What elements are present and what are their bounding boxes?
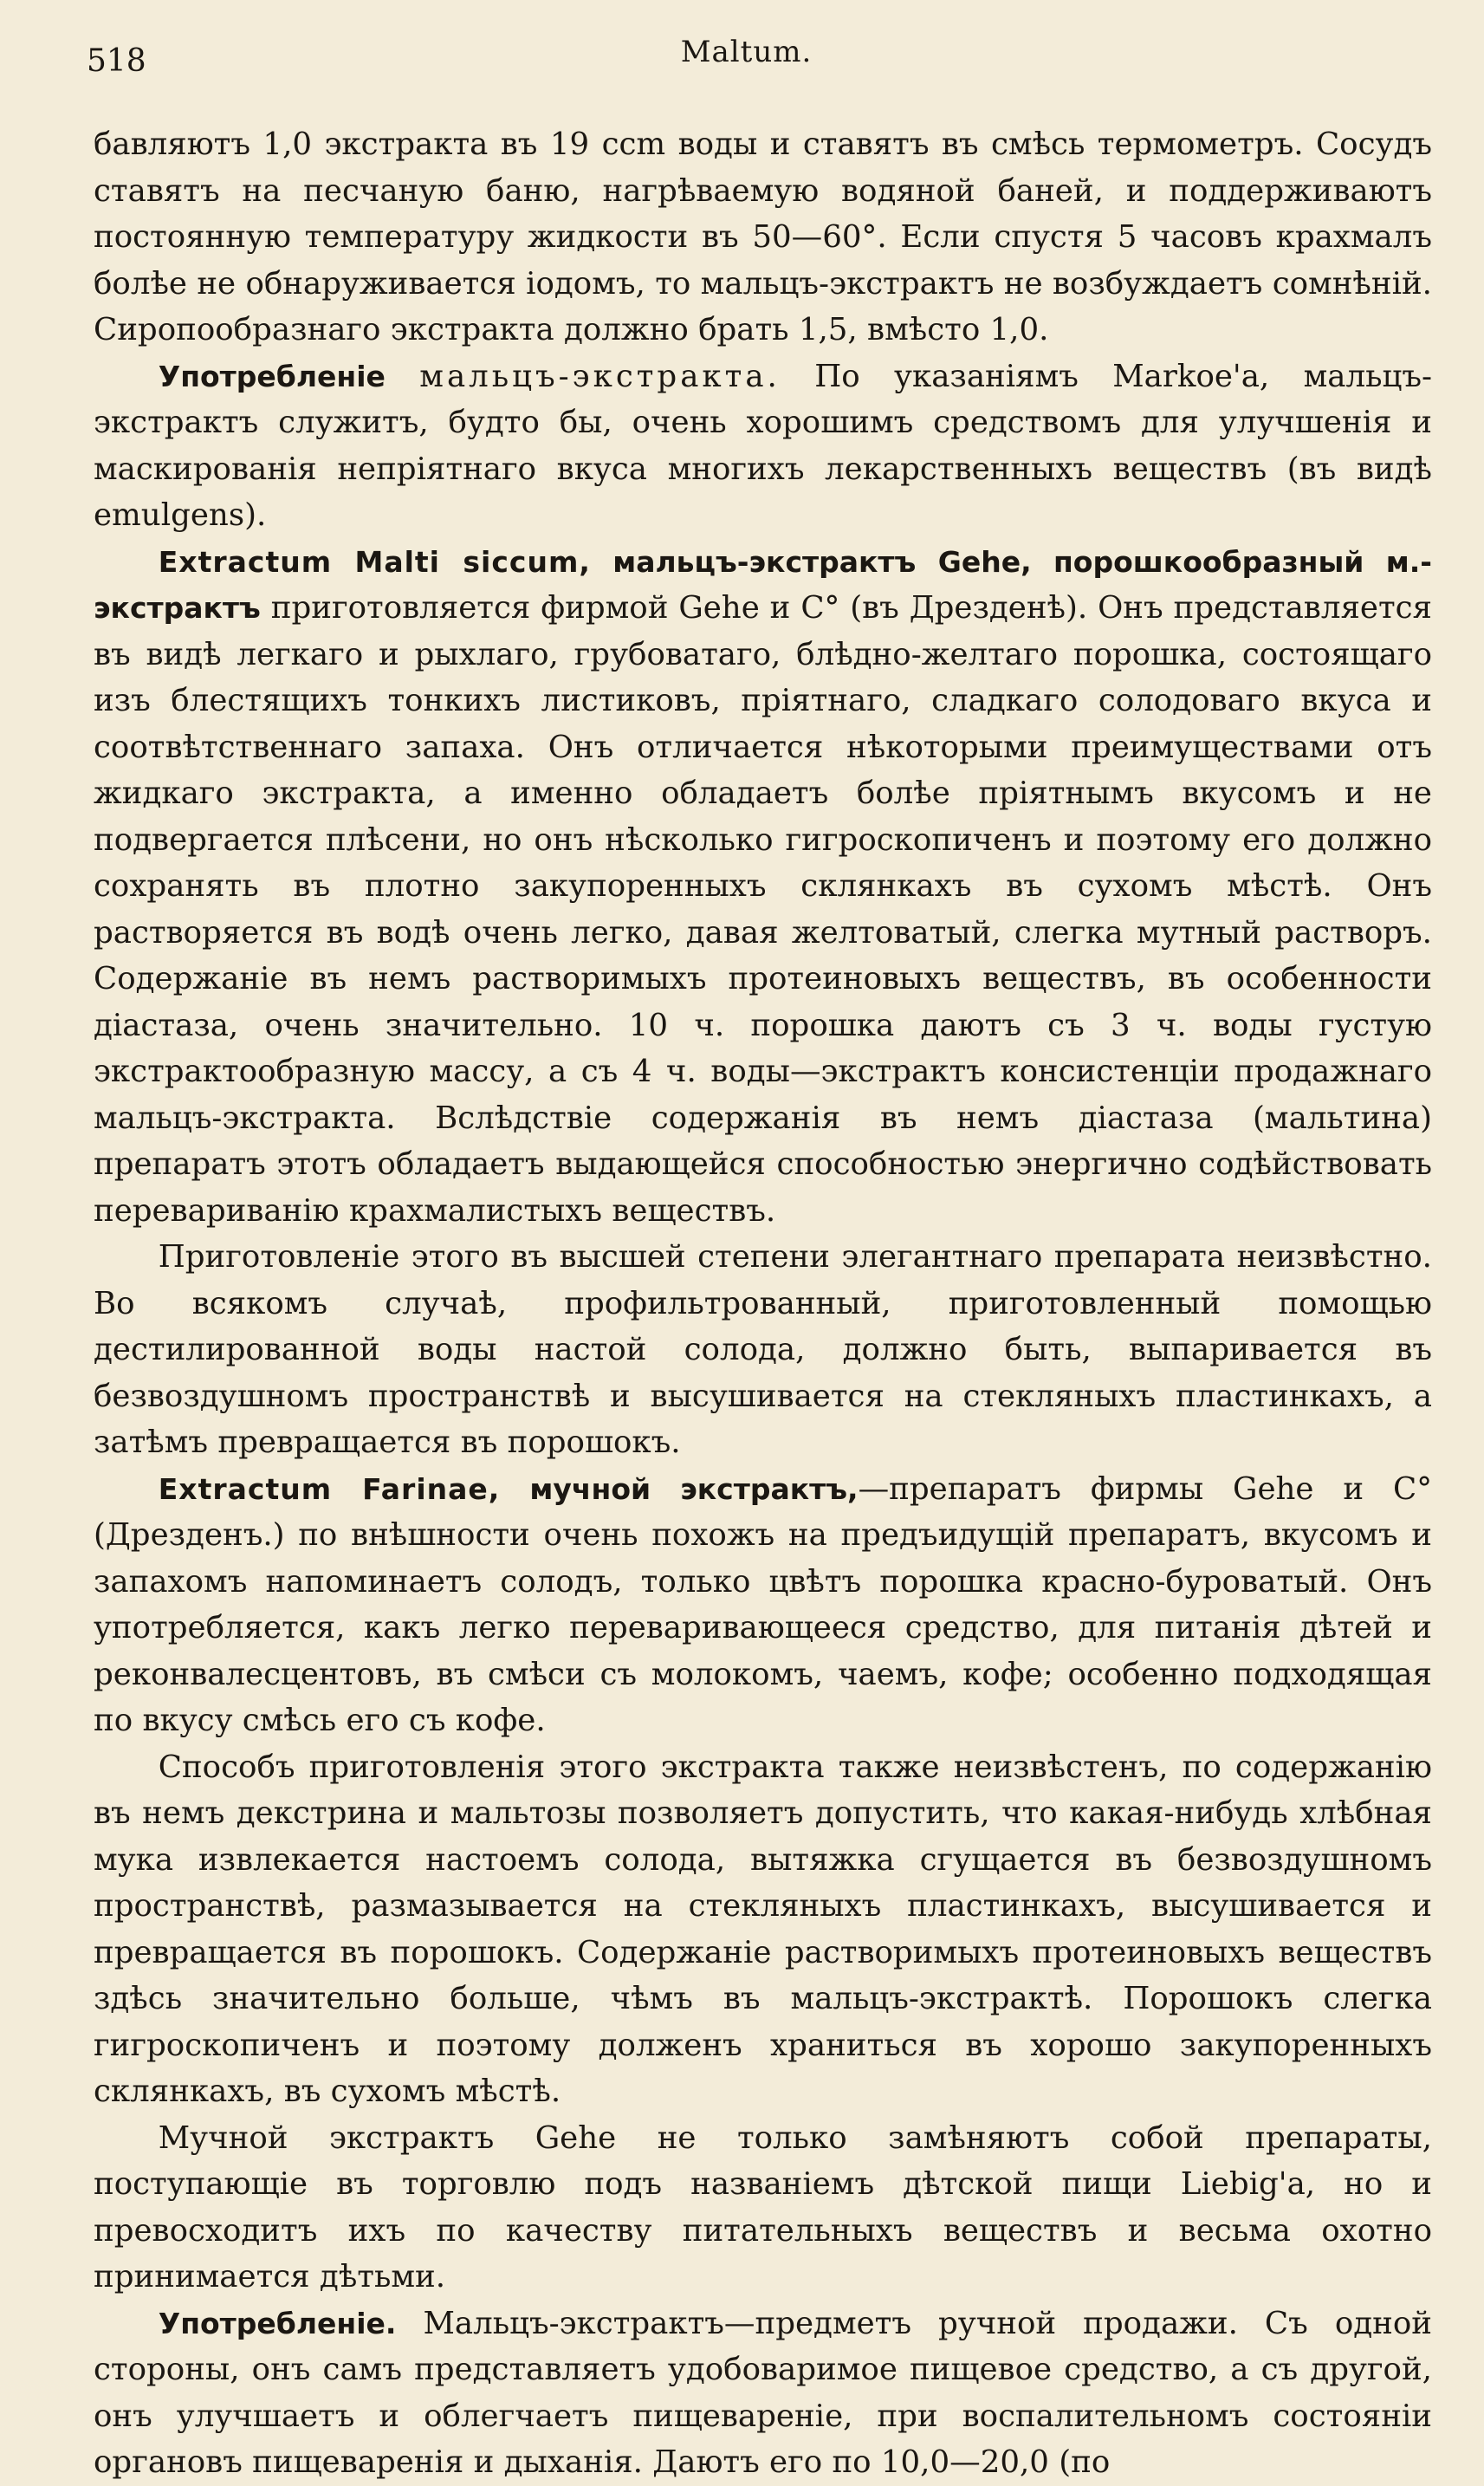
paragraph-text: бавляютъ 1,0 экстракта въ 19 ccm воды и ставятъ въ смѣсь термометръ. Сосудъ ставятъ на песчаную баню, нагрѣваемую водяной баней, и поддерживаютъ постоянную температуру жидкости въ 50—60°. Если спустя 5 часовъ крахмалъ болѣе не обнаруживается іодомъ, то мальцъ-экстрактъ не возбуждаетъ сомнѣній. Сиропообразнаго экстракта должно брать 1,5, вмѣсто 1,0. xyxy=(94,127,1432,347)
spaced-text: мальцъ-экстракта. xyxy=(419,358,781,394)
paragraph-text: Способъ приготовленія этого экстракта также неизвѣстенъ, по содержанію въ немъ декстрина и мальтозы позволяетъ допустить, что какая-нибудь хлѣбная мука извлекается настоемъ солода, вытяжка сгущается въ безвоздушномъ пространствѣ, размазывается на стекляныхъ пластинкахъ, высушивается и превращается въ порошокъ. Содержаніе растворимыхъ протеиновыхъ веществъ здѣсь значительно больше, чѣмъ въ мальцъ-экстрактѣ. Порошокъ слегка гигроскопиченъ и поэтому долженъ храниться въ хорошо закупоренныхъ склянкахъ, въ сухомъ мѣстѣ. xyxy=(94,1749,1432,2109)
term-heading: Употребленіе. xyxy=(158,2306,397,2340)
term-heading: мучной экстрактъ, xyxy=(500,1471,859,1506)
latin-term: Extractum Malti siccum, xyxy=(158,544,591,579)
running-title: Maltum. xyxy=(680,35,813,69)
paragraph-text: Приготовленіе этого въ высшей степени элегантнаго препарата неизвѣстно. Во всякомъ случаѣ, профильтрованный, приготовленный помощью дестилированной воды настой солода, должно быть, выпаривается въ безвоздушномъ пространствѣ и высушивается на стекляныхъ пластинкахъ, а затѣмъ превращается въ порошокъ. xyxy=(94,1239,1432,1460)
term-heading: Употребленіе xyxy=(158,359,386,393)
paragraph-text: По указаніямъ Markoe'a, мальцъ-экстрактъ служитъ, будто бы, очень хорошимъ средствомъ для улучшенія и маскированія непріятнаго вкуса многихъ лекарственныхъ веществъ (въ видѣ emulgens). xyxy=(94,358,1432,533)
paragraph-text: —препаратъ фирмы Gehe и C° (Дрезденъ.) по внѣшности очень похожъ на предъидущій препаратъ, вкусомъ и запахомъ напоминаетъ солодъ, только цвѣтъ порошка красно-буроватый. Онъ употребляется, какъ легко переваривающееся средство, для питанія дѣтей и реконвалесцентовъ, въ смѣси съ молокомъ, чаемъ, кофе; особенно подходящая по вкусу смѣсь его съ кофе. xyxy=(94,1470,1432,1738)
page-header xyxy=(87,35,1406,87)
paragraph-text: Мальцъ-экстрактъ—предметъ ручной продажи. Съ одной стороны, онъ самъ представляетъ удобоваримое пищевое средство, а съ другой, онъ улучшаетъ и облегчаетъ пищевареніе, при воспалительномъ состояніи органовъ пищеваренія и дыханія. Даютъ его по 10,0—20,0 (по xyxy=(94,2305,1432,2480)
paragraph-7 xyxy=(94,2115,1432,2301)
paragraph-text: Мучной экстрактъ Gehe не только замѣняютъ собой препараты, поступающіе въ торговлю подъ названіемъ дѣтской пищи Liebig'a, но и превосходитъ ихъ по качеству питательныхъ веществъ и весьма охотно принимается дѣтьми. xyxy=(94,2119,1432,2295)
paragraph-3 xyxy=(94,539,1432,1235)
paragraph-4 xyxy=(94,1234,1432,1466)
paragraph-8 xyxy=(94,2301,1432,2486)
latin-term: Extractum Farinae, xyxy=(158,1471,501,1506)
page-body xyxy=(94,121,1432,2486)
paragraph-5 xyxy=(94,1466,1432,1744)
paragraph-2 xyxy=(94,354,1432,539)
page-number: 518 xyxy=(87,43,146,79)
term-heading: мальцъ-экстрактъ Gehe, порошкообразный м.-экстрактъ xyxy=(94,544,1432,625)
paragraph-text: приготовляется фирмой Gehe и C° (въ Дрезденѣ). Онъ представляется въ видѣ легкаго и рыхлаго, грубоватаго, блѣдно-желтаго порошка, состоящаго изъ блестящихъ тонкихъ листиковъ, пріятнаго, сладкаго солодоваго вкуса и соотвѣтственнаго запаха. Онъ отличается нѣкоторыми преимуществами отъ жидкаго экстракта, а именно обладаетъ болѣе пріятнымъ вкусомъ и не подвергается плѣсени, но онъ нѣсколько гигроскопиченъ и поэтому его должно сохранять въ плотно закупоренныхъ склянкахъ въ сухомъ мѣстѣ. Онъ растворяется въ водѣ очень легко, давая желтоватый, слегка мутный растворъ. Содержаніе въ немъ растворимыхъ протеиновыхъ веществъ, въ особенности діастаза, очень значительно. 10 ч. порошка даютъ съ 3 ч. воды густую экстрактообразную массу, а съ 4 ч. воды—экстрактъ консистенціи продажнаго мальцъ-экстракта. Вслѣдствіе содержанія въ немъ діастаза (мальтина) препаратъ этотъ обладаетъ выдающейся способностью энергично содѣйствовать перевариванію крахмалистыхъ веществъ. xyxy=(94,590,1432,1229)
paragraph-1 xyxy=(94,121,1432,354)
paragraph-6 xyxy=(94,1744,1432,2115)
